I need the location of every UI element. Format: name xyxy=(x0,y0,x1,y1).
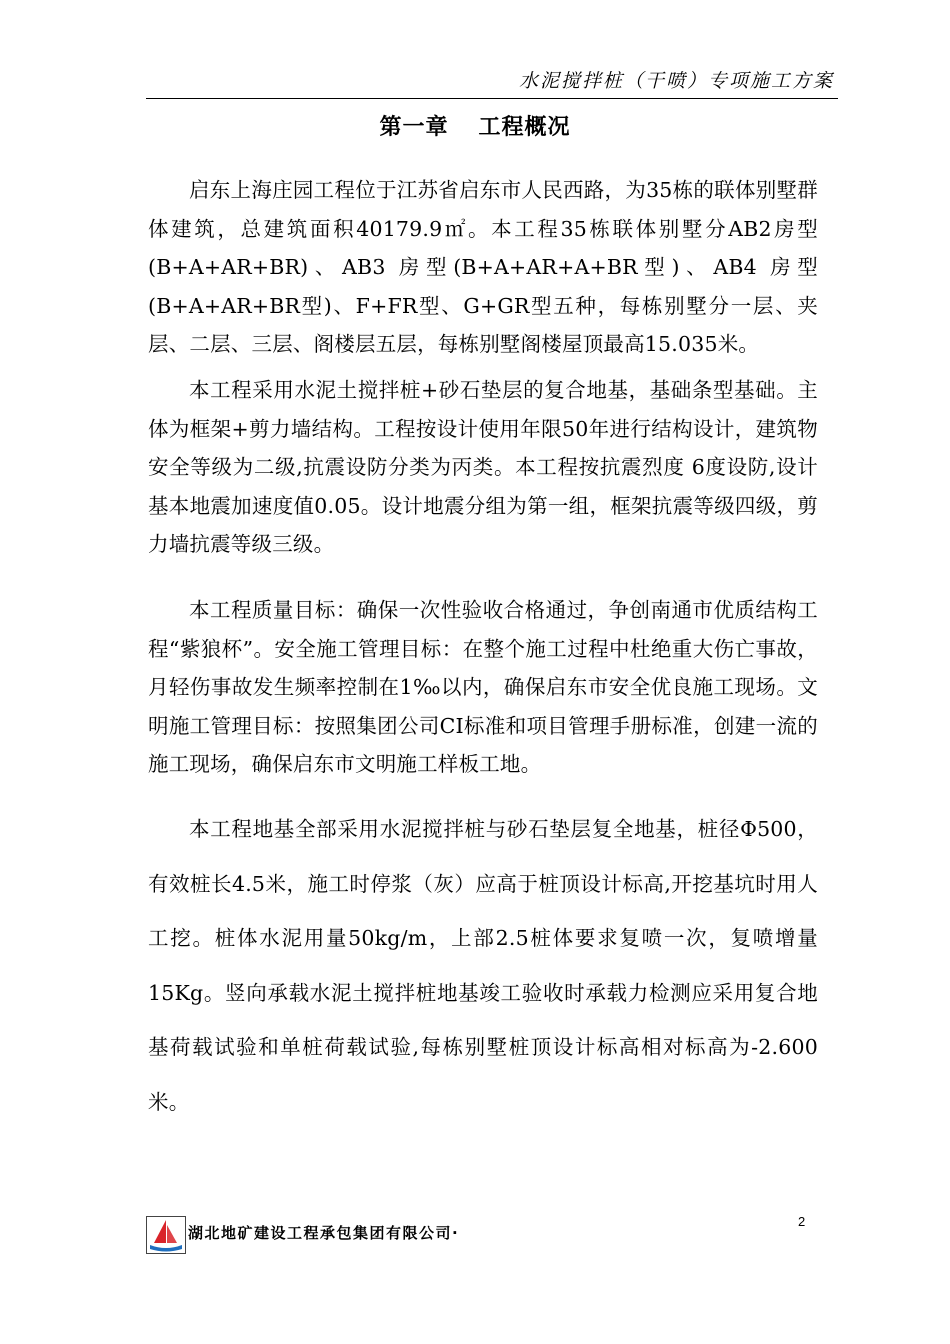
paragraph-text: 启东上海庄园工程位于江苏省启东市人民西路，为35栋的联体别墅群体建筑，总建筑面积40179.9㎡。本工程35栋联体别墅分AB2房型(B+A+AR+BR)、AB3 房型(B+A+AR+A+BR型)、AB4 房型(B+A+AR+BR型)、F+FR型、G+GR型五种，每栋别墅分一层、夹层、二层、三层、阁楼层五层，每栋别墅阁楼屋顶最高15.035米。 xyxy=(148,178,818,356)
paragraph-structure xyxy=(148,371,818,564)
page-number: 2 xyxy=(798,1214,806,1229)
chapter-title: 工程概况 xyxy=(478,115,571,140)
chapter-heading xyxy=(0,110,950,141)
paragraph-text: 本工程地基全部采用水泥搅拌桩与砂石垫层复全地基，桩径Φ500，有效桩长4.5米，施工时停浆（灰）应高于桩顶设计标高,开挖基坑时用人工挖。桩体水泥用量50kg/m，上部2.5桩体要求复喷一次，复喷增量 15Kg。竖向承载水泥土搅拌桩地基竣工验收时承载力检测应采用复合地基荷载试验和单桩荷载试验,每栋别墅桩顶设计标高相对标高为-2.600米。 xyxy=(148,817,818,1114)
paragraph-project-overview xyxy=(148,171,818,364)
paragraph-foundation xyxy=(148,802,818,1129)
paragraph-quality-goals xyxy=(148,591,818,784)
document-header-title: 水泥搅拌桩（干喷）专项施工方案 xyxy=(518,70,834,92)
chapter-number: 第一章 xyxy=(379,115,449,140)
footer-company-name: 湖北地矿建设工程承包集团有限公司· xyxy=(188,1224,460,1242)
paragraph-text: 本工程质量目标：确保一次性验收合格通过，争创南通市优质结构工程“紫狼杯”。安全施工管理目标：在整个施工过程中杜绝重大伤亡事故，月轻伤事故发生频率控制在1‰以内，确保启东市安全优良施工现场。文明施工管理目标：按照集团公司CI标准和项目管理手册标准，创建一流的施工现场，确保启东市文明施工样板工地。 xyxy=(148,598,818,776)
paragraph-text: 本工程采用水泥土搅拌桩+砂石垫层的复合地基，基础条型基础。主体为框架+剪力墙结构。工程按设计使用年限50年进行结构设计，建筑物安全等级为二级,抗震设防分类为丙类。本工程按抗震烈度 6度设防,设计基本地震加速度值0.05。设计地震分组为第一组，框架抗震等级四级，剪力墙抗震等级三级。 xyxy=(148,378,818,556)
company-logo-icon xyxy=(146,1216,186,1254)
header-divider xyxy=(146,98,838,99)
